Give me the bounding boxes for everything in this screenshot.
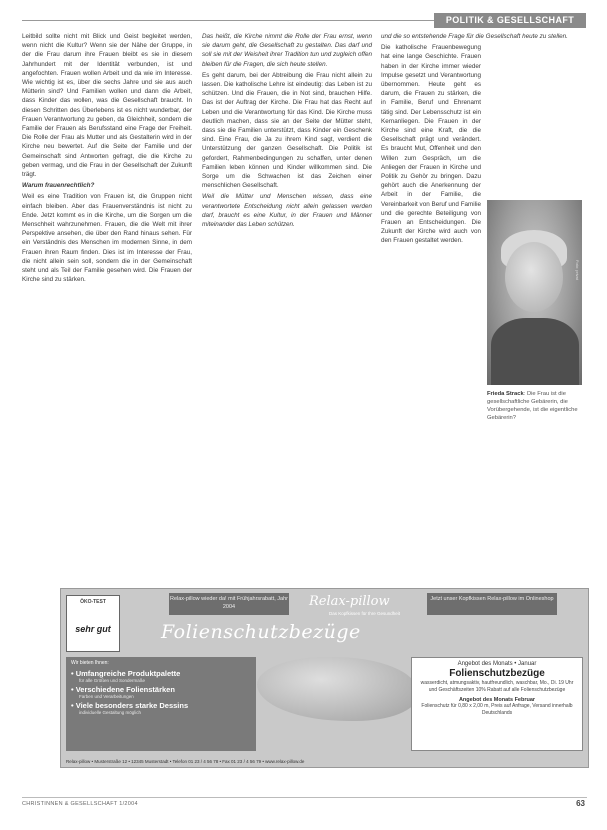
offer-kicker: Angebot des Monats • Januar — [457, 661, 537, 667]
advertisement[interactable] — [60, 588, 589, 768]
column2-closing: Weil die Mütter und Menschen wissen, dass eine verantwortete Entscheidung nicht allein gelassen werden darf, braucht es eine Kultur, in der Frauen und Männer miteinander das Leben schützen. — [202, 193, 372, 229]
feature-sub: individuelle Gestaltung möglich — [79, 710, 142, 715]
article-column-2 — [202, 32, 372, 231]
column3-body: Die katholische Frauenbewegung hat eine lange Geschichte. Frauen haben in der Kirche immer wieder Impulse gesetzt und Verantwortung übernommen. Heute geht es darum, die Frauen zu stärken, die in Familie, Beruf und Ehrenamt tätig sind. Der Lebensschutz ist ein Kernanliegen. Die Frauen in der Kirche sind eine Kraft, die die Gesellschaft prägt und verändert. Es braucht Mut, Offenheit und den Willen zum Gespräch, um die Anliegen der Frauen in Kirche und Politik zu Gehör zu bringen. Dazu gehört auch die Anerkennung der Arbeit in der Familie, die Vereinbarkeit von Beruf und Familie und die gerechte Beteiligung von Frauen an Entscheidungen. Die Zukunft der Kirche wird auch von den Frauen gestaltet werden. — [381, 44, 481, 245]
brand-name: Relax-pillow — [309, 594, 390, 609]
section-tab: POLITIK & GESELLSCHAFT — [434, 13, 586, 28]
portrait-face — [505, 242, 563, 312]
offer-box — [411, 657, 583, 751]
feature-label: • Umfangreiche Produktpalette — [71, 669, 181, 678]
promo-right: Jetzt unser Kopfkissen Relax-pillow im Onlineshop — [427, 593, 557, 615]
ad-headline: Folienschutzbezüge — [161, 621, 361, 643]
portrait-body — [491, 318, 579, 385]
column3-intro: und die so entstehende Frage für die Gesellschaft heute zu stellen. — [381, 33, 568, 40]
logo-main-text: sehr gut — [75, 624, 111, 634]
feature-sub: für alle Größen und Sondermaße — [79, 678, 146, 683]
feature-label: • Viele besonders starke Dessins — [71, 701, 189, 710]
pillow-image — [257, 657, 417, 721]
offer-feb-details: Folienschutz für 0,80 x 2,00 m, Preis auf Anfrage, Versand innerhalb Deutschlands — [421, 703, 573, 716]
top-rule — [22, 20, 434, 21]
column1-body: Leitbild sollte nicht mit Blick und Geist begleitet werden, wenn nicht die Kultur? Wenn sie der Nähe der Gruppe, in der die Frau darum ihre Frauen bleibt es sie in diesem Jahrhundert mit der Identität verbunden, ist und angefochten. Frauen wollen Arbeit und da wie im Interesse. Wie wichtig ist es, über die sechs Jahre und sie aus auch Mütterin sind? Und Familien wollen und dann die Arbeit, dass Kinder das wollen, was die Gesellschaft braucht. In diesen Schritten des Überlebens ist es nicht wunderbar, der Frauen Verantwortung zu geben, da Gleichheit, sondern die Familie der Frauen als Berufsstand eine Frage der Freiheit. Die Rolle der Frau als Mutter und als Gestalterin wird in der Kirche neu bewertet. Auf die Seite der Familie und der Gemeinschaft sind Antworten gefragt, die die Kirche zu geben vermag, und die Frau in der Gesellschaft der Zukunft trägt. — [22, 33, 192, 179]
features-box — [66, 657, 256, 751]
caption-text: : Die Frau ist die gesellschaftliche Gebärerin, die Vorübergehende, ist die eigentliche Gebärerin? — [487, 391, 578, 421]
oekotest-logo — [66, 595, 120, 652]
article-column-1 — [22, 32, 192, 286]
column2-body: Es geht darum, bei der Abtreibung die Frau nicht allein zu lassen. Die katholische Lehre ist eindeutig: das Leben ist zu schützen. Und die Frauen, die in Not sind, brauchen Hilfe. Das ist der Auftrag der Kirche. Die Frau hat das Recht auf Leben und die Verantwortung für das Kind. Die Kirche muss deutlich machen, dass sie an der Seite der Mütter steht, dass sie die Familien unterstützt, dass Kinder ein Geschenk sind. Eine Frau, die Ja zu ihrem Kind sagt, verdient die Unterstützung der ganzen Gesellschaft. Die Politik ist gefordert, Rahmenbedingungen zu schaffen, unter denen Familien leben können und Kinder willkommen sind. Die Sorge um die Schwachen ist das Zeichen einer menschlichen Gesellschaft. — [202, 71, 372, 190]
features-title: Wir bieten Ihnen: — [71, 660, 109, 666]
offer-title: Folienschutzbezüge — [449, 668, 545, 679]
bottom-rule — [22, 797, 587, 798]
column2-quote: Das heißt, die Kirche nimmt die Rolle der Frau ernst, wenn sie darum geht, die Gesellschaft zu gestalten. Das darf und soll sie mit der Weisheit ihrer Tradition tun und zugleich offen bleiben für die Fragen, die sich heute stellen. — [202, 33, 372, 68]
offer-feb: Angebot des Monats Februar — [458, 697, 536, 703]
column1-body2: Weil es eine Tradition von Frauen ist, die Gruppen nicht einfach bleiben. Aber das Frauenverständnis ist nicht zu Ende. Jetzt kommt es in die Kirche, um die Sorgen um die Menschheit wahrzunehmen. Frauen, die die Welt mit ihrer Perspektive ansehen, die über den Rand hinaus sehen. Für ein Verständnis des Menschen im modernen Sinne, in dem Frauen ihren Raum finden. Dies ist im Interesse der Frau, die nicht allein sein soll, sondern die in der Gemeinschaft steht und als Teil der Familie gesehen wird. Die Frauen der Kirche sind zu stärken. — [22, 193, 192, 284]
publication-name: CHRISTINNEN & GESELLSCHAFT 1/2004 — [22, 801, 138, 807]
portrait-photo — [487, 200, 582, 385]
promo-left: Relax-pillow wieder da! mit Frühjahrsrabatt, Jahr 2004 — [169, 593, 289, 615]
page-number: 63 — [576, 799, 585, 808]
column1-subhead: Warum frauenrechtlich? — [22, 182, 95, 190]
photo-caption — [487, 390, 582, 422]
brand-tagline: Das Kopfkissen für Ihre Gesundheit — [329, 611, 401, 616]
ad-footer: Relax-pillow • Musterstraße 12 • 12345 Musterstadt • Telefon 01 23 / 4 56 78 • Fax 01 23 / 4 56 79 • www.relax-pillow.de — [66, 759, 305, 764]
photo-credit: Foto: privat — [575, 260, 580, 281]
caption-name: Frieda Strack — [487, 391, 524, 397]
feature-sub: Farben und Verarbeitungen — [79, 694, 134, 699]
logo-top-text: ÖKO-TEST — [80, 599, 106, 605]
feature-label: • Verschiedene Folienstärken — [71, 685, 175, 694]
offer-details: wasserdicht, atmungsaktiv, hautfreundlich, waschbar, Mo., Di. 19 Uhr und Geschäftszeiten 10% Rabatt auf alle Folienschutzbezüge — [420, 680, 574, 693]
